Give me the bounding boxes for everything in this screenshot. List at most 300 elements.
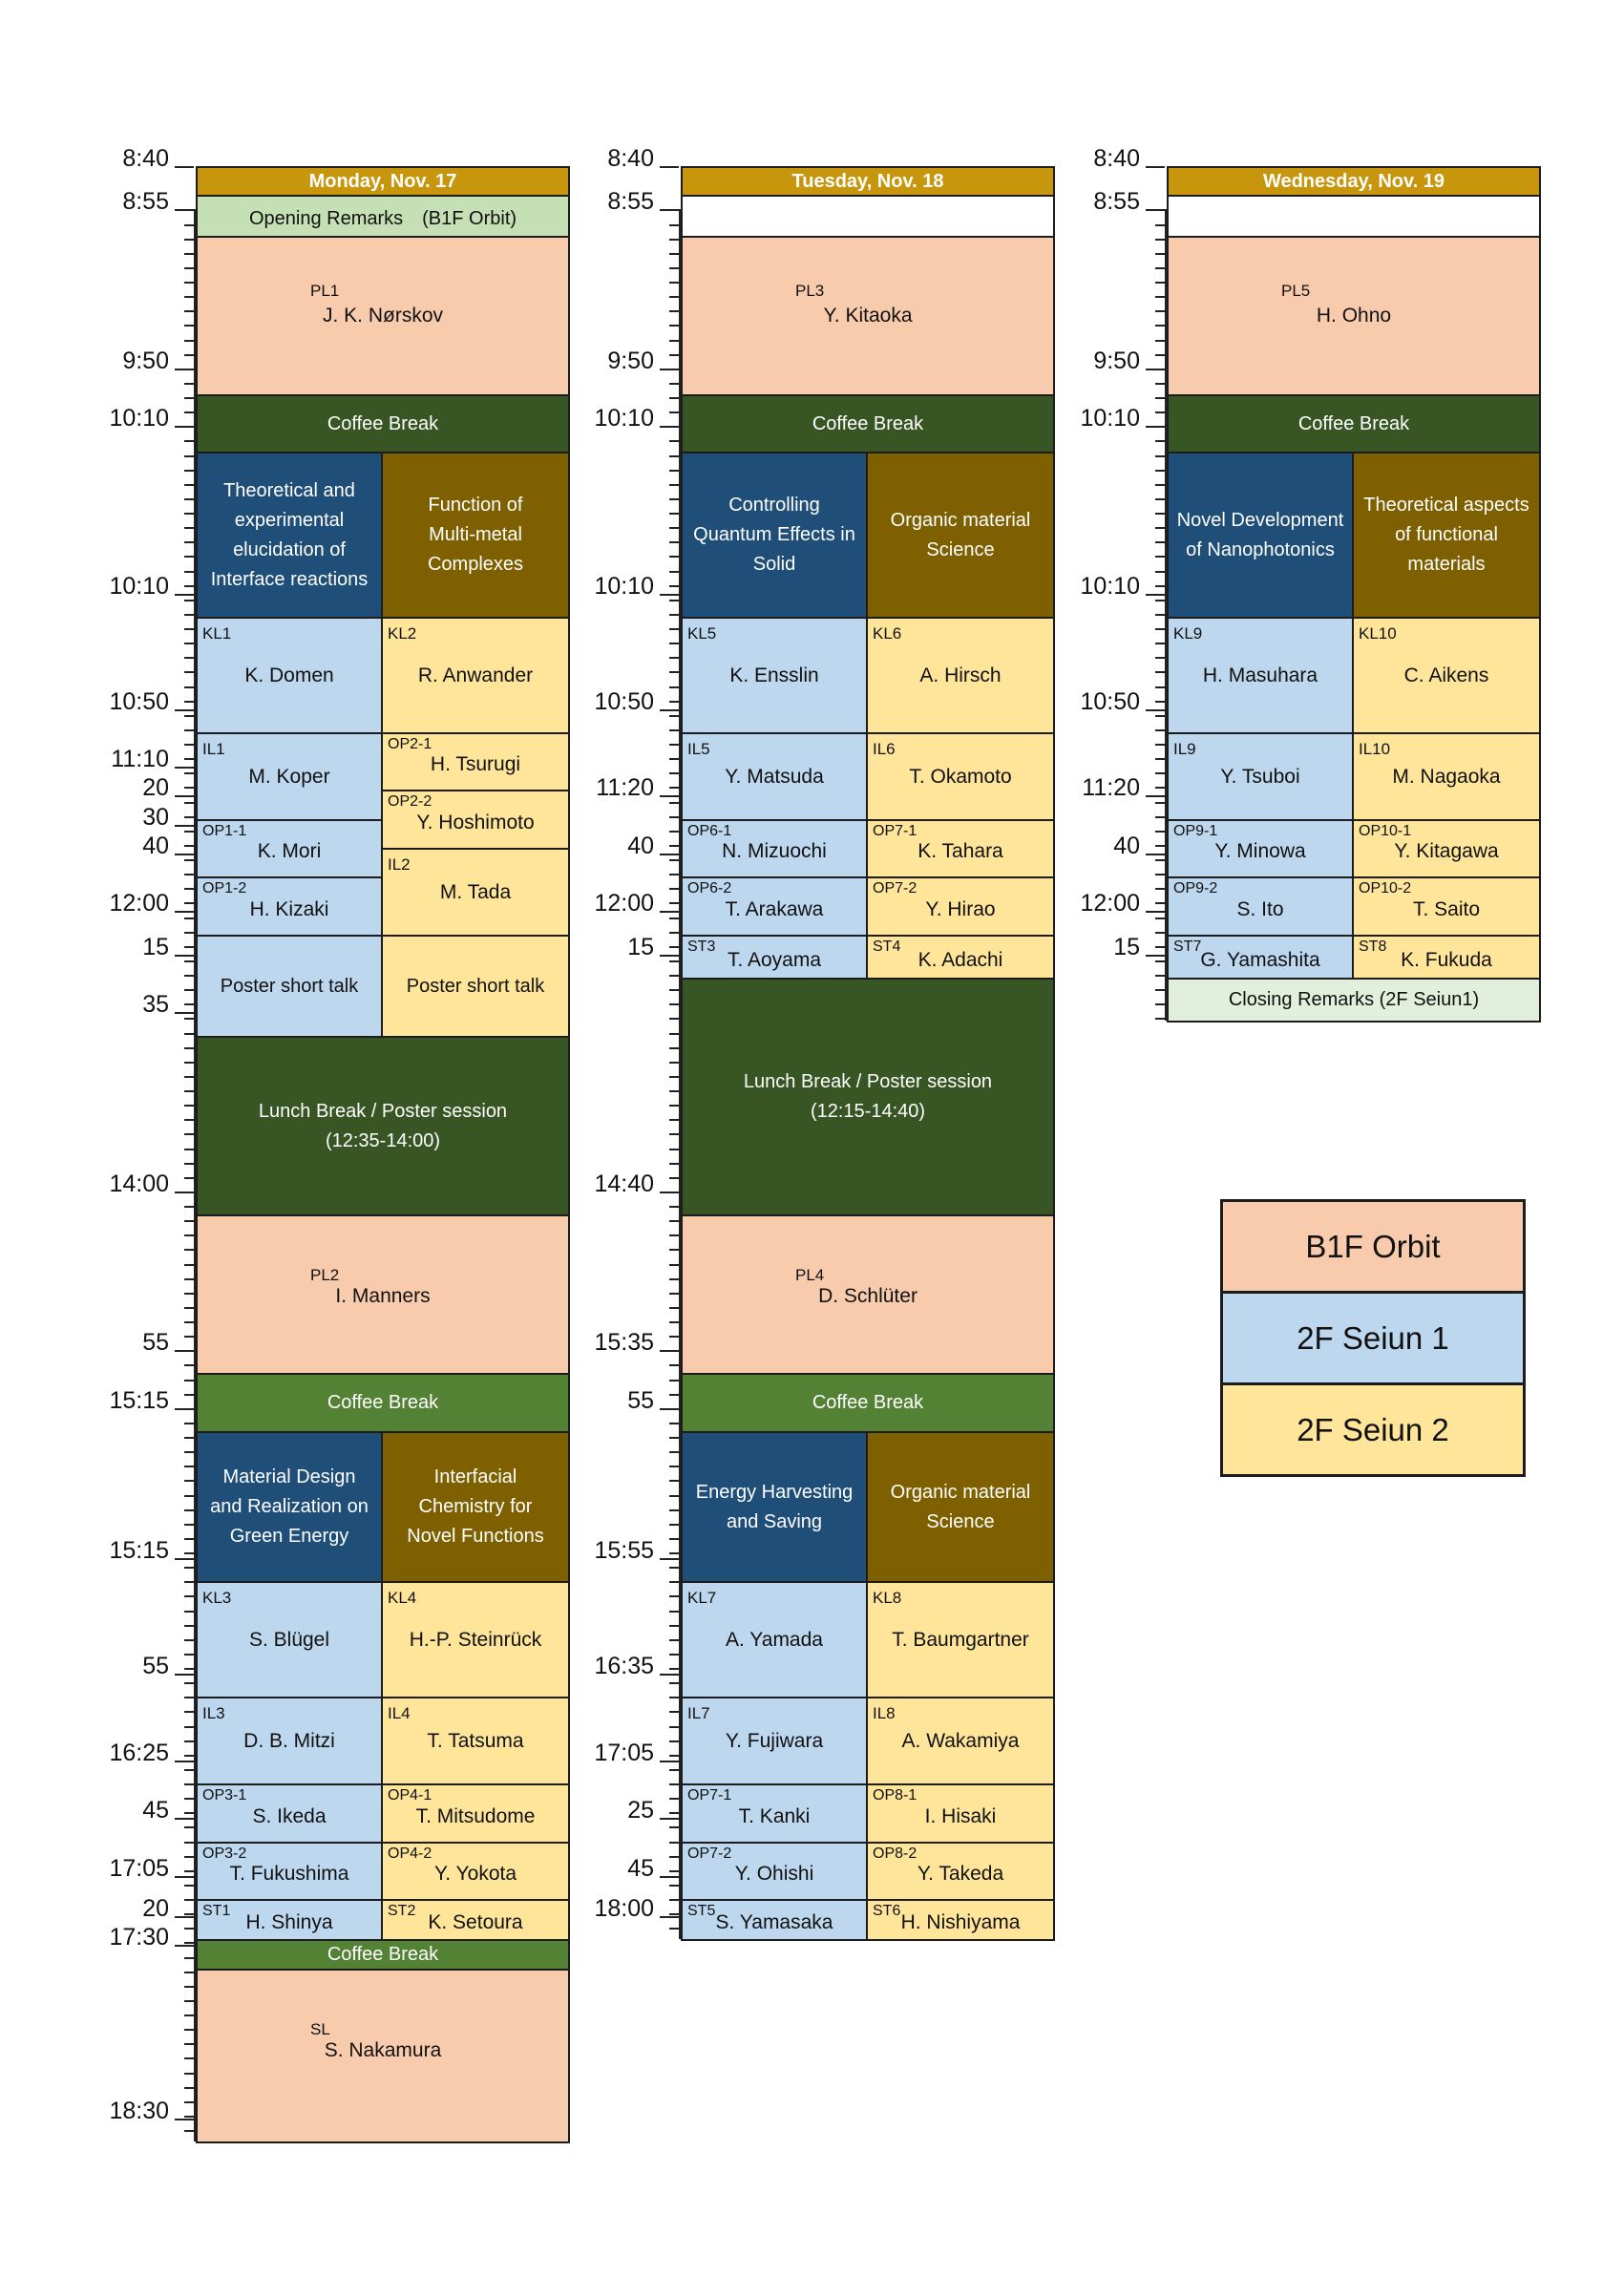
time-tick [669, 1234, 679, 1236]
time-tick [1155, 960, 1165, 962]
time-tick [184, 1783, 194, 1785]
time-major-tick [175, 1945, 194, 1947]
time-tick [184, 816, 194, 818]
time-label: 10:50 [1080, 688, 1140, 715]
time-tick [184, 1293, 194, 1295]
time-tick [1155, 845, 1165, 847]
talk-code: ST1 [202, 1903, 231, 1919]
time-tick [184, 1885, 194, 1887]
talk-code: OP9-2 [1173, 880, 1218, 896]
speaker-name: K. Fukuda [1401, 948, 1492, 971]
time-tick [669, 527, 679, 529]
schedule-block [1352, 452, 1541, 619]
talk-code: ST2 [388, 1903, 416, 1919]
day-header: Monday, Nov. 17 [196, 166, 570, 197]
talk-code: OP6-2 [687, 880, 732, 896]
session-slot [196, 1783, 383, 1844]
speaker-name: K. Tahara [917, 840, 1003, 862]
talk-code: KL4 [388, 1589, 417, 1607]
speaker-name: D. Schlüter [818, 1285, 917, 1307]
time-tick [184, 1625, 194, 1627]
time-label: 8:55 [607, 188, 654, 215]
schedule-block [681, 1431, 868, 1583]
time-major-tick [660, 854, 679, 855]
time-tick [669, 1090, 679, 1092]
session-slot [196, 1842, 383, 1901]
time-tick [1155, 874, 1165, 875]
time-tick [184, 1033, 194, 1035]
time-tick [184, 758, 194, 760]
talk-code: OP2-1 [388, 736, 432, 752]
time-tick [1155, 932, 1165, 934]
speaker-name: S. Yamasaka [715, 1911, 833, 1933]
time-tick [184, 1856, 194, 1858]
speaker-name: Y. Hirao [925, 897, 996, 920]
time-tick [669, 1826, 679, 1828]
time-label: 15 [1113, 934, 1140, 960]
speaker-name: Y. Matsuda [725, 765, 824, 788]
time-tick [184, 1972, 194, 1973]
time-tick [669, 1466, 679, 1467]
time-tick [184, 224, 194, 226]
time-tick [1155, 657, 1165, 659]
speaker-name: T. Saito [1412, 897, 1481, 920]
time-tick [184, 296, 194, 298]
speaker-name: S. Blügel [248, 1628, 330, 1651]
time-label: 17:05 [594, 1740, 654, 1766]
talk-code: IL8 [873, 1704, 896, 1722]
time-tick [669, 787, 679, 789]
time-tick [669, 989, 679, 991]
talk-code: OP3-2 [202, 1846, 247, 1862]
time-tick [669, 1769, 679, 1771]
time-major-tick [660, 1192, 679, 1193]
time-tick [669, 772, 679, 774]
time-tick [184, 1942, 194, 1944]
talk-code: OP1-1 [202, 823, 247, 839]
session-slot [196, 236, 570, 396]
time-major-tick [660, 1761, 679, 1762]
time-tick [184, 1133, 194, 1135]
time-tick [1155, 310, 1165, 312]
speaker-name: K. Ensslin [729, 664, 819, 686]
time-tick [184, 1538, 194, 1540]
session-slot [681, 1783, 868, 1844]
time-tick [184, 1480, 194, 1482]
time-tick [184, 1076, 194, 1078]
session-slot [196, 1697, 383, 1785]
session-slot [866, 876, 1055, 937]
time-tick [184, 1682, 194, 1684]
time-tick [1155, 556, 1165, 558]
time-tick [669, 686, 679, 688]
time-label: 55 [142, 1653, 169, 1679]
time-tick [184, 772, 194, 774]
time-tick [669, 1394, 679, 1396]
block-label: Opening Remarks (B1F Orbit) [248, 208, 517, 229]
talk-code: OP3-1 [202, 1787, 247, 1803]
time-tick [669, 729, 679, 731]
time-major-tick [175, 1192, 194, 1193]
speaker-name: T. Tatsuma [427, 1729, 524, 1752]
time-tick [184, 744, 194, 746]
time-tick [184, 1798, 194, 1800]
time-tick [184, 1437, 194, 1439]
time-tick [669, 946, 679, 948]
session-slot [196, 1581, 383, 1698]
time-tick [184, 470, 194, 472]
talk-code: OP7-1 [873, 823, 917, 839]
talk-code: OP6-1 [687, 823, 732, 839]
time-tick [184, 1423, 194, 1424]
talk-code: OP8-2 [873, 1846, 917, 1862]
time-tick [669, 1495, 679, 1497]
time-tick [669, 325, 679, 327]
time-tick [184, 1639, 194, 1641]
time-major-tick [175, 1876, 194, 1878]
talk-code: KL5 [687, 624, 717, 643]
time-tick [184, 1957, 194, 1959]
time-tick [184, 325, 194, 327]
time-tick [1155, 758, 1165, 760]
time-tick [669, 1625, 679, 1627]
talk-code: OP7-2 [687, 1846, 732, 1862]
time-tick [184, 556, 194, 558]
time-label: 15 [142, 934, 169, 960]
block-label-line: (12:15-14:40) [810, 1101, 926, 1122]
session-slot [681, 236, 1055, 396]
talk-code: KL1 [202, 624, 232, 643]
time-tick [669, 541, 679, 543]
session-theme-line: materials [1407, 554, 1486, 575]
time-tick [669, 1856, 679, 1858]
time-label: 10:10 [594, 573, 654, 600]
speaker-name: Y. Kitaoka [823, 305, 913, 327]
session-theme-line: Theoretical and [223, 479, 355, 501]
talk-code: KL9 [1173, 624, 1203, 643]
session-slot [866, 1697, 1055, 1785]
time-tick [1155, 729, 1165, 731]
time-tick [669, 224, 679, 226]
time-tick [1155, 397, 1165, 399]
speaker-name: A. Hirsch [919, 664, 1002, 686]
time-tick [669, 1149, 679, 1150]
time-major-tick [660, 911, 679, 913]
time-major-tick [660, 1916, 679, 1918]
talk-code: IL2 [388, 855, 411, 874]
time-tick [1155, 484, 1165, 486]
speaker-name: K. Setoura [428, 1911, 523, 1933]
session-theme-line: Green Energy [229, 1526, 349, 1547]
time-major-tick [175, 1408, 194, 1410]
time-label: 8:55 [1093, 188, 1140, 215]
time-tick [669, 397, 679, 399]
time-tick [669, 1928, 679, 1930]
talk-code: IL5 [687, 740, 710, 758]
time-tick [669, 1003, 679, 1005]
session-theme-line: Novel Functions [407, 1526, 544, 1547]
time-major-tick [660, 594, 679, 596]
time-tick [669, 1293, 679, 1295]
time-tick [184, 1654, 194, 1656]
session-theme-line: Interface reactions [210, 568, 369, 590]
time-tick [184, 1928, 194, 1930]
time-tick [184, 2043, 194, 2045]
speaker-name: T. Fukushima [229, 1863, 349, 1885]
time-tick [669, 1524, 679, 1526]
block-label-line: Lunch Break / Poster session [743, 1071, 993, 1092]
time-tick [184, 1913, 194, 1915]
talk-code: IL9 [1173, 740, 1196, 758]
speaker-name: H. Tsurugi [430, 753, 521, 775]
time-tick [669, 1321, 679, 1323]
time-tick [669, 643, 679, 644]
session-theme-line: Novel Development [1176, 509, 1344, 531]
time-major-tick [1146, 795, 1165, 797]
talk-code: PL1 [310, 282, 340, 300]
time-major-tick [175, 1350, 194, 1352]
talk-code: PL3 [795, 282, 825, 300]
time-tick [669, 758, 679, 760]
time-tick [669, 1611, 679, 1613]
speaker-name: M. Nagaoka [1392, 765, 1501, 788]
session-slot [381, 1783, 570, 1844]
time-tick [669, 1105, 679, 1107]
time-major-tick [175, 1916, 194, 1918]
session-theme-line: of functional [1395, 524, 1498, 545]
time-tick [184, 1220, 194, 1222]
session-slot [681, 1899, 868, 1941]
talk-code: KL8 [873, 1589, 902, 1607]
time-major-tick [175, 166, 194, 168]
speaker-name: T. Okamoto [909, 765, 1012, 788]
time-tick [669, 1740, 679, 1742]
speaker-name: I. Hisaki [924, 1804, 997, 1827]
talk-code: ST7 [1173, 939, 1202, 955]
time-label: 10:10 [594, 405, 654, 432]
talk-code: PL2 [310, 1266, 340, 1284]
time-tick [669, 1278, 679, 1280]
time-label: 9:50 [607, 348, 654, 374]
time-tick [184, 2130, 194, 2132]
speaker-name: T. Kanki [738, 1804, 811, 1827]
session-theme-line: of Nanophotonics [1186, 538, 1335, 560]
time-tick [1155, 513, 1165, 515]
time-label: 10:50 [594, 688, 654, 715]
schedule-block [381, 452, 570, 619]
time-tick [184, 1755, 194, 1757]
time-tick [1155, 787, 1165, 789]
time-tick [669, 1639, 679, 1641]
time-tick [184, 2029, 194, 2031]
speaker-name: S. Ikeda [252, 1804, 327, 1827]
session-slot [381, 790, 570, 850]
session-theme-line: and Saving [726, 1510, 823, 1532]
block-label: Coffee Break [1297, 412, 1410, 434]
time-tick [1155, 296, 1165, 298]
time-tick [184, 1177, 194, 1179]
time-major-tick [1146, 594, 1165, 596]
time-tick [669, 888, 679, 890]
session-theme-line: Chemistry for [418, 1496, 533, 1517]
talk-code: KL10 [1359, 624, 1397, 643]
time-tick [1155, 455, 1165, 457]
time-tick [1155, 267, 1165, 269]
time-tick [184, 1595, 194, 1597]
block-label: Coffee Break [327, 412, 439, 434]
time-major-tick [660, 1674, 679, 1676]
time-tick [669, 571, 679, 573]
time-tick [184, 440, 194, 442]
time-tick [184, 2087, 194, 2089]
time-tick [669, 831, 679, 833]
time-tick [184, 902, 194, 904]
session-theme-line: Complexes [427, 554, 524, 575]
time-tick [669, 1336, 679, 1338]
session-slot [1352, 819, 1541, 878]
session-slot [196, 1899, 383, 1941]
time-major-tick [175, 594, 194, 596]
time-label: 20 [142, 1895, 169, 1922]
time-tick [1155, 239, 1165, 241]
time-tick [669, 1380, 679, 1382]
session-slot [196, 617, 383, 734]
session-slot [866, 819, 1055, 878]
time-tick [669, 1870, 679, 1872]
time-tick [184, 1769, 194, 1771]
time-tick [184, 859, 194, 861]
time-major-tick [660, 369, 679, 370]
time-major-tick [660, 795, 679, 797]
speaker-name: Y. Minowa [1214, 840, 1306, 862]
session-slot [866, 732, 1055, 821]
time-tick [1155, 686, 1165, 688]
time-label: 15:55 [594, 1537, 654, 1564]
session-slot [381, 732, 570, 791]
time-tick [669, 296, 679, 298]
time-label: 10:10 [109, 405, 169, 432]
schedule-block [196, 935, 383, 1038]
time-tick [669, 1177, 679, 1179]
time-label: 55 [627, 1387, 654, 1414]
talk-code: KL3 [202, 1589, 232, 1607]
time-tick [184, 527, 194, 529]
time-tick [669, 1697, 679, 1698]
time-tick [669, 1307, 679, 1309]
time-tick [184, 2014, 194, 2016]
time-tick [184, 541, 194, 543]
time-tick [184, 1264, 194, 1266]
time-tick [669, 932, 679, 934]
session-slot [1352, 732, 1541, 821]
time-tick [184, 1380, 194, 1382]
time-major-tick [175, 369, 194, 370]
time-major-tick [175, 767, 194, 769]
time-label: 15:15 [109, 1537, 169, 1564]
time-tick [184, 1105, 194, 1107]
time-tick [669, 1842, 679, 1844]
time-tick [184, 1899, 194, 1901]
time-tick [184, 1321, 194, 1323]
block-label: Poster short talk [220, 975, 359, 997]
time-tick [669, 484, 679, 486]
time-tick [669, 1264, 679, 1266]
schedule-block [1167, 978, 1541, 1023]
talk-code: ST8 [1359, 939, 1387, 955]
time-tick [184, 1466, 194, 1467]
speaker-name: J. K. Nørskov [322, 305, 443, 327]
time-label: 35 [142, 991, 169, 1018]
time-tick [669, 411, 679, 413]
speaker-name: H. Ohno [1316, 305, 1392, 327]
session-slot [196, 819, 383, 878]
speaker-name: G. Yamashita [1200, 948, 1320, 971]
block-label: Coffee Break [327, 1944, 439, 1965]
time-tick [669, 918, 679, 919]
session-slot [866, 617, 1055, 734]
schedule-block [196, 394, 570, 453]
block-label: Coffee Break [327, 1392, 439, 1413]
session-theme-line: Interfacial [433, 1466, 517, 1487]
time-tick [669, 1913, 679, 1915]
time-label: 8:40 [1093, 145, 1140, 172]
session-slot [866, 1899, 1055, 1941]
time-label: 8:40 [122, 145, 169, 172]
time-tick [1155, 975, 1165, 977]
schedule-block [196, 452, 383, 619]
time-tick [184, 932, 194, 934]
time-tick [184, 1206, 194, 1208]
time-major-tick [175, 911, 194, 913]
speaker-name: Y. Ohishi [734, 1863, 814, 1885]
session-theme-line: Science [926, 538, 995, 560]
time-tick [184, 571, 194, 573]
time-label: 8:40 [607, 145, 654, 172]
time-tick [1155, 585, 1165, 587]
time-tick [669, 1206, 679, 1208]
time-label: 17:30 [109, 1924, 169, 1951]
time-tick [184, 1119, 194, 1121]
session-theme-line: Multi-metal [429, 524, 522, 545]
schedule-block [866, 452, 1055, 619]
speaker-name: M. Tada [439, 880, 512, 903]
time-tick [669, 354, 679, 356]
time-tick [1155, 282, 1165, 284]
time-label: 12:00 [594, 890, 654, 917]
session-theme-line: Function of [428, 495, 523, 516]
time-tick [184, 484, 194, 486]
time-label: 10:50 [109, 688, 169, 715]
time-tick [669, 657, 679, 659]
time-tick [184, 1826, 194, 1828]
time-major-tick [175, 209, 194, 211]
time-tick [184, 1018, 194, 1020]
time-tick [669, 340, 679, 342]
schedule-block [196, 1373, 570, 1433]
time-label: 15:15 [109, 1387, 169, 1414]
session-slot [381, 617, 570, 734]
speaker-name: Y. Tsuboi [1220, 765, 1300, 788]
time-label: 16:25 [109, 1740, 169, 1766]
talk-code: OP9-1 [1173, 823, 1218, 839]
time-label: 16:35 [594, 1653, 654, 1679]
time-tick [669, 671, 679, 673]
session-slot [196, 732, 383, 821]
schedule-block [681, 394, 1055, 453]
time-tick [669, 556, 679, 558]
session-theme-line: experimental [234, 509, 345, 531]
time-tick [1155, 411, 1165, 413]
